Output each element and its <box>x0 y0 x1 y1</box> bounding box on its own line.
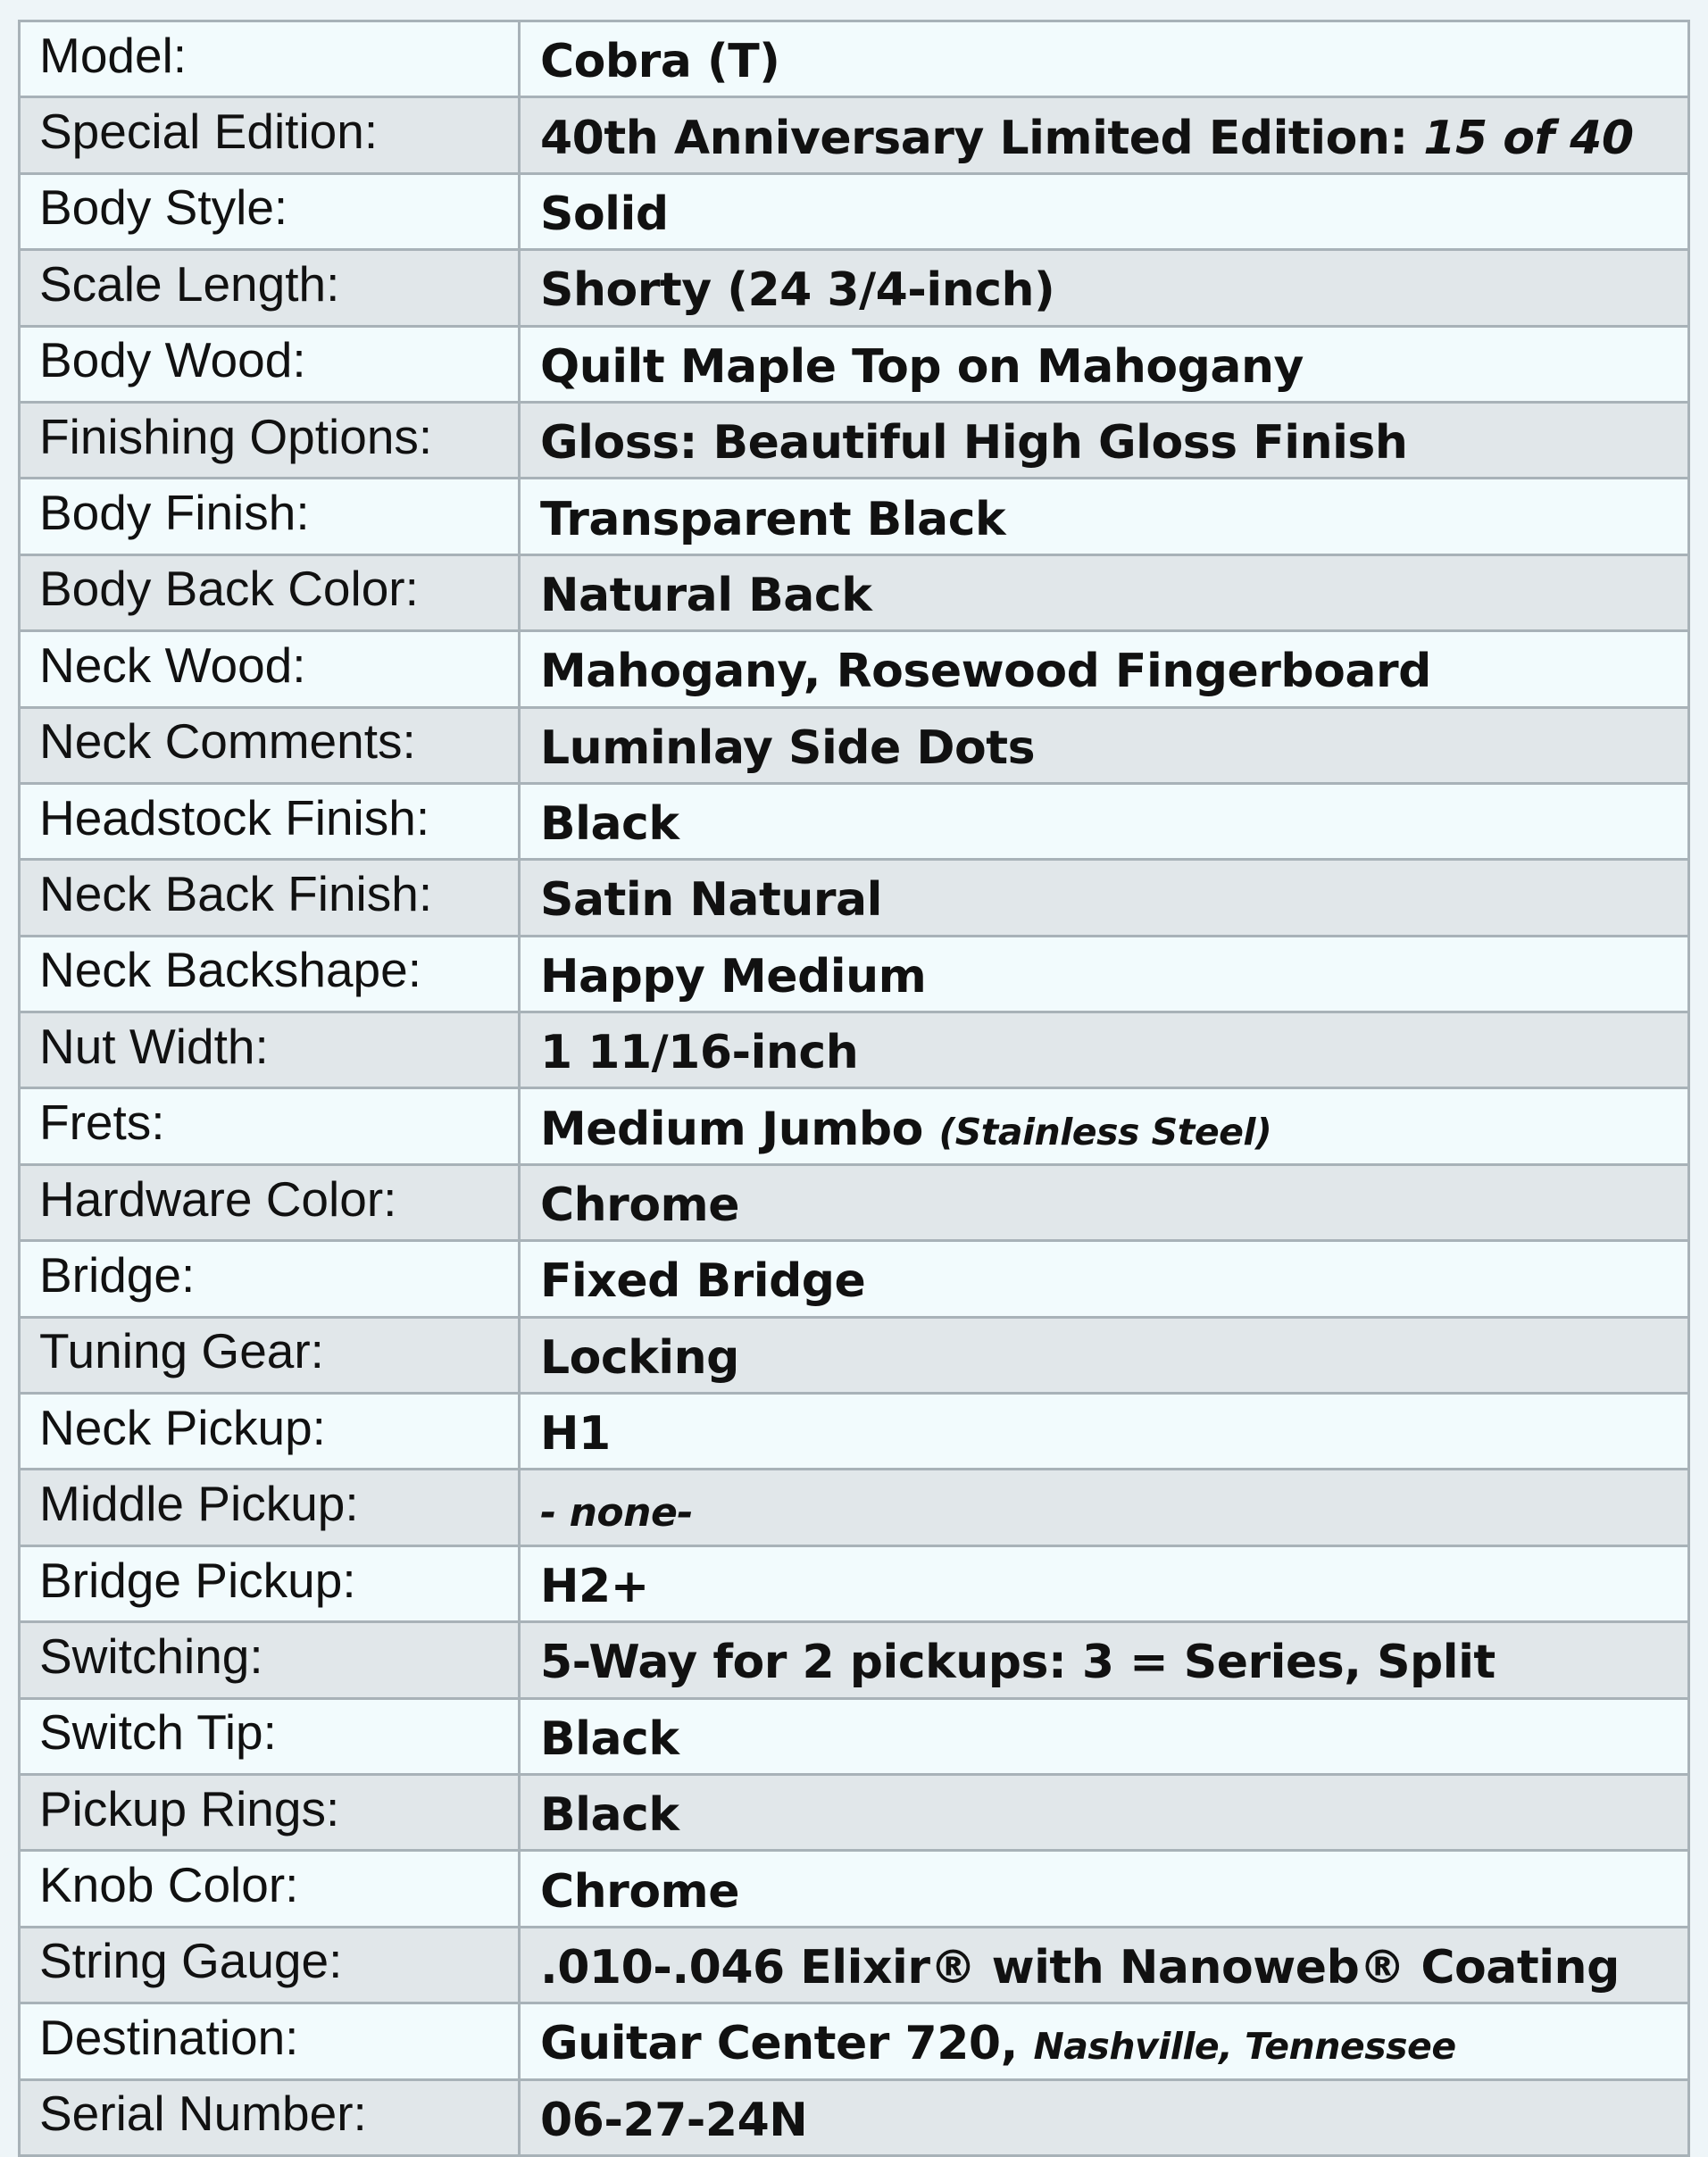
spec-value-none: - none- <box>540 1489 694 1536</box>
spec-row <box>20 479 1689 554</box>
spec-label-cell <box>20 707 520 783</box>
spec-label: Bridge: <box>39 1246 196 1303</box>
spec-value: Black <box>540 797 679 852</box>
spec-label: Neck Back Finish: <box>39 865 433 921</box>
spec-value-cell <box>520 173 1689 249</box>
spec-label: Finishing Options: <box>39 408 433 464</box>
spec-value-cell <box>520 707 1689 783</box>
spec-value-wrap <box>540 1407 611 1461</box>
spec-value-wrap <box>540 112 1634 165</box>
spec-row <box>20 1317 1689 1393</box>
spec-row <box>20 250 1689 326</box>
spec-value: Satin Natural <box>540 873 882 928</box>
spec-value-wrap <box>540 2094 807 2147</box>
spec-value: Gloss: Beautiful High Gloss Finish <box>540 416 1408 471</box>
spec-value: Solid <box>540 187 669 241</box>
spec-value-wrap <box>540 493 1005 546</box>
spec-value-cell <box>520 1698 1689 1774</box>
spec-label-cell <box>20 1774 520 1850</box>
spec-value: Happy Medium <box>540 949 927 1004</box>
spec-label: Neck Wood: <box>39 637 306 693</box>
spec-row <box>20 1164 1689 1240</box>
spec-value-wrap <box>540 35 779 88</box>
spec-value-cell <box>520 1851 1689 1927</box>
spec-label-cell <box>20 1927 520 2003</box>
spec-value-wrap <box>540 416 1407 470</box>
spec-row <box>20 21 1689 97</box>
spec-row <box>20 783 1689 859</box>
spec-value-wrap <box>540 2017 1456 2070</box>
spec-value: 06-27-24N <box>540 2093 808 2147</box>
spec-value: Black <box>540 1788 679 1843</box>
spec-label-cell <box>20 402 520 478</box>
spec-label-cell <box>20 1470 520 1545</box>
spec-value: Chrome <box>540 1178 740 1233</box>
spec-label-cell <box>20 2079 520 2155</box>
spec-label: Neck Pickup: <box>39 1399 326 1455</box>
spec-value: Natural Back <box>540 568 872 622</box>
spec-value-cell <box>520 1622 1689 1698</box>
spec-value-cell <box>520 1088 1689 1164</box>
spec-value-wrap <box>540 340 1304 394</box>
spec-value-cell <box>520 326 1689 402</box>
spec-table <box>18 20 1690 2157</box>
spec-value: 5-Way for 2 pickups: 3 = Series, Split <box>540 1636 1496 1690</box>
spec-value: Luminlay Side Dots <box>540 720 1036 775</box>
spec-value: Locking <box>540 1330 739 1385</box>
spec-label-cell <box>20 479 520 554</box>
spec-label: Frets: <box>39 1095 165 1151</box>
spec-value-cell <box>520 21 1689 97</box>
spec-label-cell <box>20 936 520 1012</box>
spec-value: Mahogany, Rosewood Fingerboard <box>540 645 1431 699</box>
spec-value: 40th Anniversary Limited Edition: <box>540 111 1424 165</box>
spec-value-cell <box>520 2003 1689 2079</box>
spec-value-cell <box>520 1470 1689 1545</box>
spec-value: Cobra (T) <box>540 35 780 89</box>
spec-row <box>20 1927 1689 2003</box>
spec-label-cell <box>20 2003 520 2079</box>
spec-row <box>20 1851 1689 1927</box>
spec-label: Body Style: <box>39 179 288 236</box>
spec-value-cell <box>520 783 1689 859</box>
spec-value-wrap <box>540 1484 693 1537</box>
spec-value-cell <box>520 1394 1689 1470</box>
spec-label-cell <box>20 1394 520 1470</box>
spec-row <box>20 554 1689 630</box>
spec-row <box>20 1545 1689 1621</box>
spec-label: Tuning Gear: <box>39 1323 324 1379</box>
spec-label-cell <box>20 631 520 707</box>
spec-value-cell <box>520 554 1689 630</box>
spec-value: Black <box>540 1711 679 1766</box>
spec-value-note: (Stainless Steel) <box>938 1110 1272 1153</box>
spec-value-wrap <box>540 569 871 622</box>
spec-label-cell <box>20 1164 520 1240</box>
spec-value-cell <box>520 479 1689 554</box>
spec-value-wrap <box>540 1178 739 1232</box>
spec-value-cell <box>520 1545 1689 1621</box>
spec-value: Guitar Center 720, <box>540 2017 1034 2071</box>
spec-value-wrap <box>540 721 1035 775</box>
spec-label-cell <box>20 1698 520 1774</box>
spec-label: Destination: <box>39 2009 299 2065</box>
spec-value-wrap <box>540 873 882 927</box>
spec-row <box>20 1394 1689 1470</box>
spec-value-wrap <box>540 263 1054 317</box>
spec-value-wrap <box>540 187 669 241</box>
spec-row <box>20 1774 1689 1850</box>
spec-label-cell <box>20 97 520 173</box>
spec-value-cell <box>520 1317 1689 1393</box>
spec-label: Knob Color: <box>39 1857 299 1913</box>
spec-label: Middle Pickup: <box>39 1476 359 1532</box>
spec-label: Body Finish: <box>39 485 310 541</box>
spec-value-cell <box>520 860 1689 936</box>
spec-table-body <box>20 21 1689 2156</box>
spec-value-wrap <box>540 1865 739 1919</box>
spec-value-cell <box>520 402 1689 478</box>
spec-label-cell <box>20 1012 520 1088</box>
spec-value-cell <box>520 631 1689 707</box>
spec-label-cell <box>20 1622 520 1698</box>
spec-value-wrap <box>540 1636 1496 1689</box>
spec-row <box>20 1088 1689 1164</box>
spec-value: Shorty (24 3/4-inch) <box>540 263 1055 318</box>
spec-label-cell <box>20 554 520 630</box>
spec-label-cell <box>20 326 520 402</box>
spec-value-cell <box>520 97 1689 173</box>
spec-value: Transparent Black <box>540 492 1006 546</box>
spec-value-wrap <box>540 1026 858 1079</box>
spec-value: Medium Jumbo <box>540 1102 939 1156</box>
spec-value-cell <box>520 1164 1689 1240</box>
spec-value-italic: 15 of 40 <box>1423 111 1634 165</box>
spec-value-wrap <box>540 950 926 1004</box>
spec-value-cell <box>520 936 1689 1012</box>
spec-label: Body Wood: <box>39 332 306 388</box>
spec-label-cell <box>20 783 520 859</box>
spec-label: Special Edition: <box>39 104 379 160</box>
spec-label: Model: <box>39 27 187 83</box>
spec-value-wrap <box>540 1254 865 1308</box>
spec-value-wrap <box>540 1788 679 1842</box>
spec-value-note: Nashville, Tennessee <box>1033 2025 1456 2069</box>
spec-label-cell <box>20 1317 520 1393</box>
spec-value: Fixed Bridge <box>540 1254 866 1309</box>
spec-row <box>20 631 1689 707</box>
spec-label: String Gauge: <box>39 1933 343 1989</box>
spec-label: Headstock Finish: <box>39 789 430 845</box>
spec-value: H2+ <box>540 1560 649 1613</box>
spec-label-cell <box>20 250 520 326</box>
spec-row <box>20 1012 1689 1088</box>
spec-row <box>20 97 1689 173</box>
spec-label-cell <box>20 1545 520 1621</box>
spec-row <box>20 707 1689 783</box>
spec-label: Switch Tip: <box>39 1704 277 1761</box>
spec-row <box>20 326 1689 402</box>
spec-label: Serial Number: <box>39 2086 367 2142</box>
spec-label: Hardware Color: <box>39 1170 397 1227</box>
spec-value-wrap <box>540 1712 679 1766</box>
spec-label: Neck Backshape: <box>39 942 421 998</box>
spec-row <box>20 2079 1689 2155</box>
spec-label: Bridge Pickup: <box>39 1552 356 1608</box>
spec-row <box>20 2003 1689 2079</box>
spec-row <box>20 860 1689 936</box>
spec-value-wrap <box>540 1103 1271 1156</box>
spec-value-cell <box>520 1927 1689 2003</box>
spec-value-wrap <box>540 1941 1620 1995</box>
spec-label: Body Back Color: <box>39 561 419 617</box>
spec-label-cell <box>20 860 520 936</box>
spec-row <box>20 936 1689 1012</box>
spec-label-cell <box>20 1088 520 1164</box>
spec-value: 1 11/16-inch <box>540 1026 859 1080</box>
spec-value-wrap <box>540 1331 739 1385</box>
spec-value: Quilt Maple Top on Mahogany <box>540 339 1304 394</box>
spec-value-wrap <box>540 797 679 851</box>
spec-row <box>20 402 1689 478</box>
spec-label-cell <box>20 21 520 97</box>
spec-value-cell <box>520 250 1689 326</box>
spec-value-cell <box>520 1012 1689 1088</box>
spec-row <box>20 1241 1689 1317</box>
spec-value-cell <box>520 2079 1689 2155</box>
spec-label: Neck Comments: <box>39 713 416 770</box>
spec-row <box>20 1698 1689 1774</box>
spec-value-cell <box>520 1241 1689 1317</box>
spec-value-wrap <box>540 645 1431 698</box>
spec-label: Pickup Rings: <box>39 1780 340 1836</box>
spec-value: H1 <box>540 1407 611 1462</box>
spec-label: Switching: <box>39 1628 263 1684</box>
spec-label: Nut Width: <box>39 1018 269 1074</box>
spec-value-wrap <box>540 1560 649 1613</box>
spec-row <box>20 1470 1689 1545</box>
spec-value: .010-.046 Elixir® with Nanoweb® Coating <box>540 1940 1620 1995</box>
spec-label-cell <box>20 1851 520 1927</box>
spec-label-cell <box>20 1241 520 1317</box>
spec-row <box>20 173 1689 249</box>
spec-label-cell <box>20 173 520 249</box>
spec-value-cell <box>520 1774 1689 1850</box>
spec-row <box>20 1622 1689 1698</box>
spec-value: Chrome <box>540 1864 740 1919</box>
spec-label: Scale Length: <box>39 255 340 312</box>
